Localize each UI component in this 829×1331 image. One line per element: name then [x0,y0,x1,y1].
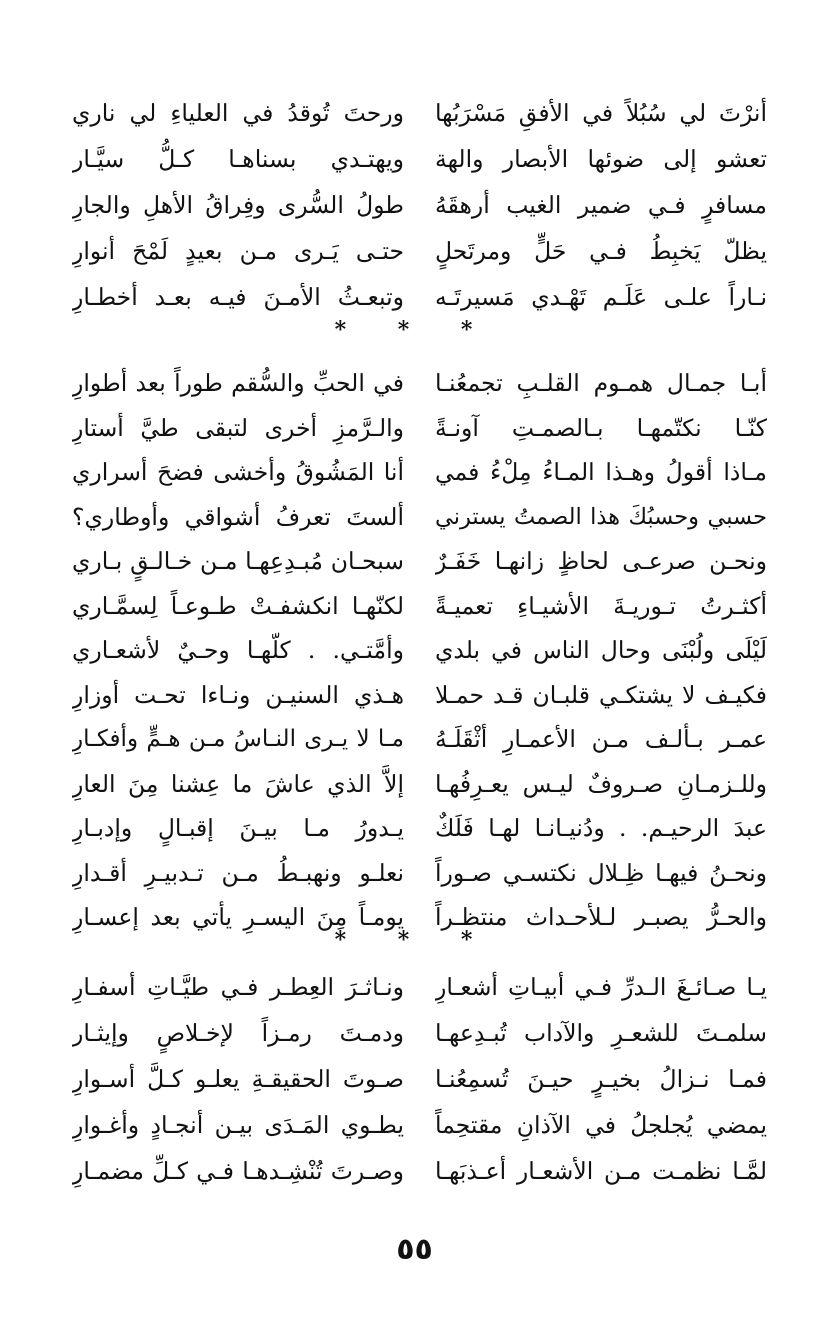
verse-second-hemistich: وصـرتَ تُنْشِـدهـا فـي كـلِّ مضمـارِ [72,1157,404,1185]
verse-second-hemistich: وتبعـثُ الأمـنَ فيـه بعـد أخطـارِ [72,283,404,311]
verse-first-hemistich: مـاذا أقولُ وهـذا المـاءُ مِلْءُ فمي [435,458,767,486]
verse-second-hemistich: هـذي السنيـن ونـاءا تحـت أوزارِ [72,680,404,709]
verse-second-hemistich: يـدورُ مـا بيـنَ إقبـالٍ وإدبـارِ [72,814,404,842]
verse-second-hemistich: أنا المَشُوقُ وأخشى فضحَ أسراري [72,458,404,486]
verse-first-hemistich: نـاراً علـى عَلَـم تَهْـدي مَسيرتَـه [435,283,767,311]
section-divider: * * * [334,317,495,343]
verse-first-hemistich: مسافرٍ فـي ضمير الغيب أرهقَهُ [435,191,767,219]
verse-first-hemistich: تعشو إلى ضوئها الأبصار والهة [435,145,767,173]
verse-second-hemistich: في الحبِّ والسُّقم طوراً بعد أطوارِ [72,369,404,397]
verse-first-hemistich: سلمـتَ للشعـرِ والآداب تُبـدِعهـا [435,1019,767,1047]
verse-first-hemistich: أنرْتَ لي سُبُلاً في الأفقِ مَسْرَبُها [435,99,767,127]
verse-first-hemistich: عبدَ الرحيـم. . ودُنيـانـا لهـا فَلَكٌ [435,814,767,842]
verse-second-hemistich: يطـوي المَـدَى بيـن أنجـادٍ وأغـوارِ [72,1111,404,1139]
verse-first-hemistich: يمضي يُجلجلُ في الآذانِ مقتحِماً [435,1111,767,1139]
verse-first-hemistich: ونحـن صرعـى لحاظٍ زانهـا خَفَـرٌ [435,547,767,575]
verse-second-hemistich: نعلـو ونهبـطُ مـن تـدبيـرِ أقـدارِ [72,858,404,887]
verse-first-hemistich: لمَّـا نظمـت مـن الأشعـار أعـذبَهـا [435,1157,767,1185]
page-number: ٥٥ [396,1232,433,1267]
verse-first-hemistich: لَيْلَى ولُبْنَى وحال الناس في بلدي [435,636,767,664]
verse-first-hemistich: أبـا جمـال همـوم القلـبِ تجمعُنـا [435,369,767,397]
verse-second-hemistich: سبحـان مُبـدِعِهـا مـن خـالـقٍ بـاري [72,547,404,575]
verse-second-hemistich: ودمـتَ رمـزاً لإخـلاصٍ وإيثـار [72,1019,404,1047]
verse-second-hemistich: طولُ السُّرى وفِراقُ الأهلِ والجارِ [72,191,404,219]
verse-second-hemistich: ويهتـدي بسناهـا كـلُّ سيَّـار [72,145,404,173]
verse-first-hemistich: وللـزمـانِ صـروفٌ ليـس يعـرِفُهـا [435,769,767,798]
verse-first-hemistich: يـا صـائـغَ الـدرِّ فـي أبيـاتِ أشعـارِ [435,973,767,1001]
verse-first-hemistich: أكثـرتُ تـوريـةَ الأشيـاءِ تعميـةً [435,591,767,620]
verse-first-hemistich: عمـر بـألـف مـن الأعمـارِ أثْقَلَـهُ [435,725,767,753]
verse-second-hemistich: وأمَّتـي. . كلّهـا وحـيٌ لأشعـاري [72,636,404,664]
verse-second-hemistich: ونـاثـرَ العِطـر فـي طيَّـاتِ أسفـارِ [72,973,404,1001]
section-divider: * * * [334,927,495,953]
verse-first-hemistich: يظلّ يَخبِطُ فـي حَلٍّ ومرتَحلٍ [435,237,767,265]
verse-first-hemistich: كنّـا نكتّمهـا بـالصمـتِ آونـةً [435,413,767,442]
verse-second-hemistich: والـرَّمزِ أخرى لتبقى طيَّ أستارِ [72,413,404,442]
verse-first-hemistich: حسبي وحسبُكَ هذا الصمتُ يسترني [435,503,767,530]
verse-second-hemistich: حتـى يَـرى مـن بعيدٍ لَمْحَ أنوارِ [72,237,404,265]
verse-first-hemistich: فكيـف لا يشتكـي قلبـان قـد حمـلا [435,680,767,709]
verse-second-hemistich: لكنّهـا انكشفـتْ طـوعـاً لِسمَّـاري [72,591,404,620]
verse-first-hemistich: ونحـنُ فيهـا ظِـلال نكتسـي صـوراً [435,858,767,887]
verse-first-hemistich: والحـرُّ يصبـر لـلأحـداث منتظـراً [435,903,767,931]
verse-second-hemistich: مـا لا يـرى النـاسُ مـن هـمٍّ وأفكـارِ [72,726,404,752]
verse-second-hemistich: ورحتَ تُوقدُ في العلياءِ لي ناري [72,99,404,127]
verse-second-hemistich: يومـاً مِنَ اليسـرِ يأتي بعد إعسـارِ [72,903,404,931]
verse-second-hemistich: ألستَ تعرفُ أشواقي وأوطاري؟ [72,502,404,531]
verse-second-hemistich: صـوتَ الحقيقـةِ يعلـو كـلَّ أسـوارِ [72,1065,404,1093]
verse-first-hemistich: فمـا نـزالُ بخيـرٍ حيـنَ تُسمِعُنـا [435,1065,767,1093]
verse-second-hemistich: إلاَّ الذي عاشَ ما عِشنا مِنَ العارِ [72,769,404,798]
